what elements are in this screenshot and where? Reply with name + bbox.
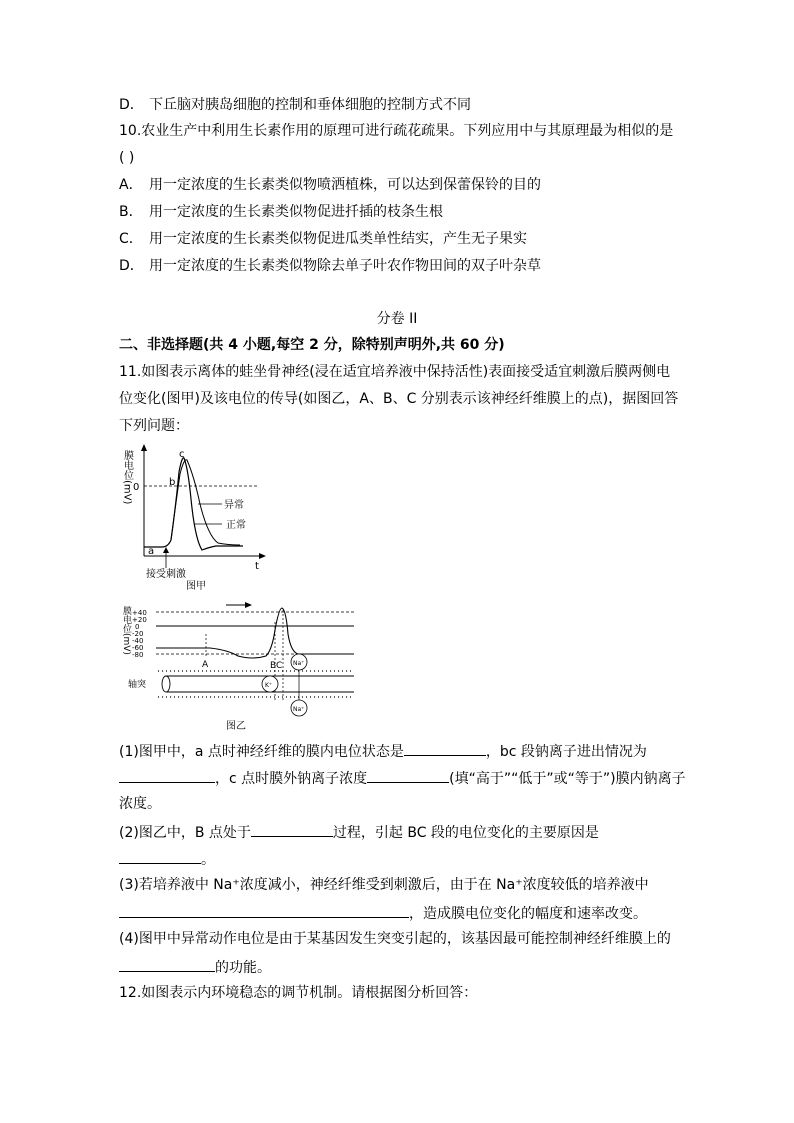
q10-answer-paren: ( ) bbox=[119, 150, 135, 166]
fig2-point-bc: BC bbox=[270, 661, 283, 671]
fig1-x-arrow bbox=[259, 553, 266, 559]
answer-blank-6[interactable] bbox=[119, 902, 409, 918]
q11-part1-line2 bbox=[119, 767, 686, 789]
q10-option-a bbox=[119, 175, 541, 195]
fig2-k-label: K⁺ bbox=[265, 682, 273, 689]
answer-blank-2[interactable] bbox=[119, 767, 215, 783]
q11-part1-line1 bbox=[119, 740, 647, 762]
answer-blank-3[interactable] bbox=[367, 767, 449, 783]
option-text: 下丘脑对胰岛细胞的控制和垂体细胞的控制方式不同 bbox=[149, 97, 471, 113]
option-text: 用一定浓度的生长素类似物除去单子叶农作物田间的双子叶杂草 bbox=[149, 258, 541, 274]
fig2-tick: -80 bbox=[132, 651, 144, 659]
option-text: 用一定浓度的生长素类似物喷洒植株，可以达到保蕾保铃的目的 bbox=[149, 177, 541, 193]
q11-part1-text-a: (1)图甲中，a 点时神经纤维的膜内电位状态是 bbox=[119, 744, 404, 760]
fig2-tick: +40 bbox=[132, 609, 147, 617]
fig2-tick: -40 bbox=[132, 637, 144, 645]
q11-stem-line-1: 11.如图表示离体的蛙坐骨神经(浸在适宜培养液中保持活性)表面接受适宜刺激后膜两侧电 bbox=[119, 364, 671, 380]
fig1-y-arrow bbox=[141, 444, 147, 451]
q10-option-c bbox=[119, 229, 527, 249]
q10-option-b bbox=[119, 202, 443, 222]
section-title: 分卷 II bbox=[376, 311, 418, 327]
option-label: D． bbox=[119, 97, 144, 113]
fig1-point-b: b bbox=[169, 477, 176, 488]
option-label: B． bbox=[119, 204, 143, 220]
fig2-caption: 图乙 bbox=[226, 721, 246, 732]
q11-part3-line2 bbox=[119, 902, 647, 924]
q11-part2-text-a: (2)图乙中，B 点处于 bbox=[119, 825, 251, 841]
fig1-ylabel: 膜电位(mV) bbox=[121, 450, 133, 505]
q11-part1-text-b: ，bc 段钠离子进出情况为 bbox=[485, 744, 647, 760]
option-label: A． bbox=[119, 177, 143, 193]
q11-stem-line-2: 位变化(图甲)及该电位的传导(如图乙，A、B、C 分别表示该神经纤维膜上的点)，据图回答 bbox=[119, 391, 679, 407]
fig1-stimulus-arrowhead bbox=[163, 547, 169, 553]
q11-part4-line1: (4)图甲中异常动作电位是由于某基因发生突变引起的，该基因最可能控制神经纤维膜上的 bbox=[119, 931, 671, 947]
fig2-axon-label: 轴突 bbox=[128, 680, 147, 690]
q11-stem-line-3: 下列问题： bbox=[119, 418, 189, 434]
q10-stem: 10.农业生产中利用生长素作用的原理可进行疏花疏果。下列应用中与其原理最为相似的是 bbox=[119, 123, 674, 139]
fig1-abnormal-label: 异常 bbox=[224, 500, 244, 511]
fig2-ylabel: 膜电位(mV) bbox=[121, 606, 131, 655]
q11-part2-line1 bbox=[119, 821, 599, 843]
figure-jia bbox=[118, 444, 270, 594]
option-label: C． bbox=[119, 231, 143, 247]
answer-blank-4[interactable] bbox=[251, 821, 333, 837]
fig2-tick: 0 bbox=[135, 623, 140, 631]
fig1-stimulus-label: 接受刺激 bbox=[146, 569, 186, 580]
q11-part3-line1: (3)若培养液中 Na⁺浓度减小，神经纤维受到刺激后，由于在 Na⁺浓度较低的培养液中 bbox=[119, 877, 649, 893]
fig2-na-top-label: Na⁺ bbox=[293, 660, 305, 667]
q11-part2-line2 bbox=[119, 848, 215, 870]
q11-part4-line2 bbox=[119, 956, 271, 978]
option-label: D． bbox=[119, 258, 144, 274]
option-text: 用一定浓度的生长素类似物促进瓜类单性结实，产生无子果实 bbox=[149, 231, 527, 247]
fig2-potential-curve bbox=[156, 608, 354, 658]
q12-stem: 12.如图表示内环境稳态的调节机制。请根据图分析回答： bbox=[119, 985, 478, 1001]
fig2-axon-end bbox=[162, 676, 170, 692]
q9-option-d bbox=[119, 95, 471, 115]
fig2-tick: -60 bbox=[132, 644, 144, 652]
fig1-zero-label: 0 bbox=[133, 482, 140, 493]
fig2-na-bottom-label: Na⁺ bbox=[293, 706, 305, 713]
q11-part1-text-d: (填“高于”“低于”或“等于”)膜内钠离子 bbox=[449, 771, 686, 787]
answer-blank-1[interactable] bbox=[404, 740, 486, 756]
fig2-direction-arrowhead bbox=[245, 602, 252, 608]
q11-part1-line3: 浓度。 bbox=[119, 796, 161, 812]
q11-part2-text-b: 过程，引起 BC 段的电位变化的主要原因是 bbox=[332, 825, 599, 841]
fig2-point-a: A bbox=[202, 660, 209, 670]
figure-yi bbox=[118, 600, 358, 732]
fig1-t-label: t bbox=[255, 561, 259, 572]
fig1-normal-label: 正常 bbox=[226, 520, 246, 531]
fig2-tick: -20 bbox=[132, 630, 144, 638]
fig1-point-c: c bbox=[179, 449, 185, 460]
fig1-point-a: a bbox=[148, 546, 155, 557]
section-heading: 二、非选择题(共 4 小题,每空 2 分，除特别声明外,共 60 分) bbox=[119, 337, 505, 353]
q11-part4-text-b: 的功能。 bbox=[215, 960, 271, 976]
answer-blank-7[interactable] bbox=[119, 956, 215, 972]
q10-option-d bbox=[119, 256, 541, 276]
q11-part3-text-b: ，造成膜电位变化的幅度和速率改变。 bbox=[409, 906, 647, 922]
option-text: 用一定浓度的生长素类似物促进扦插的枝条生根 bbox=[149, 204, 443, 220]
fig1-caption: 图甲 bbox=[186, 581, 206, 592]
q11-part1-text-c: ，c 点时膜外钠离子浓度 bbox=[215, 771, 368, 787]
fig2-tick: +20 bbox=[132, 616, 147, 624]
q11-part2-text-c: 。 bbox=[201, 852, 215, 868]
answer-blank-5[interactable] bbox=[119, 848, 201, 864]
